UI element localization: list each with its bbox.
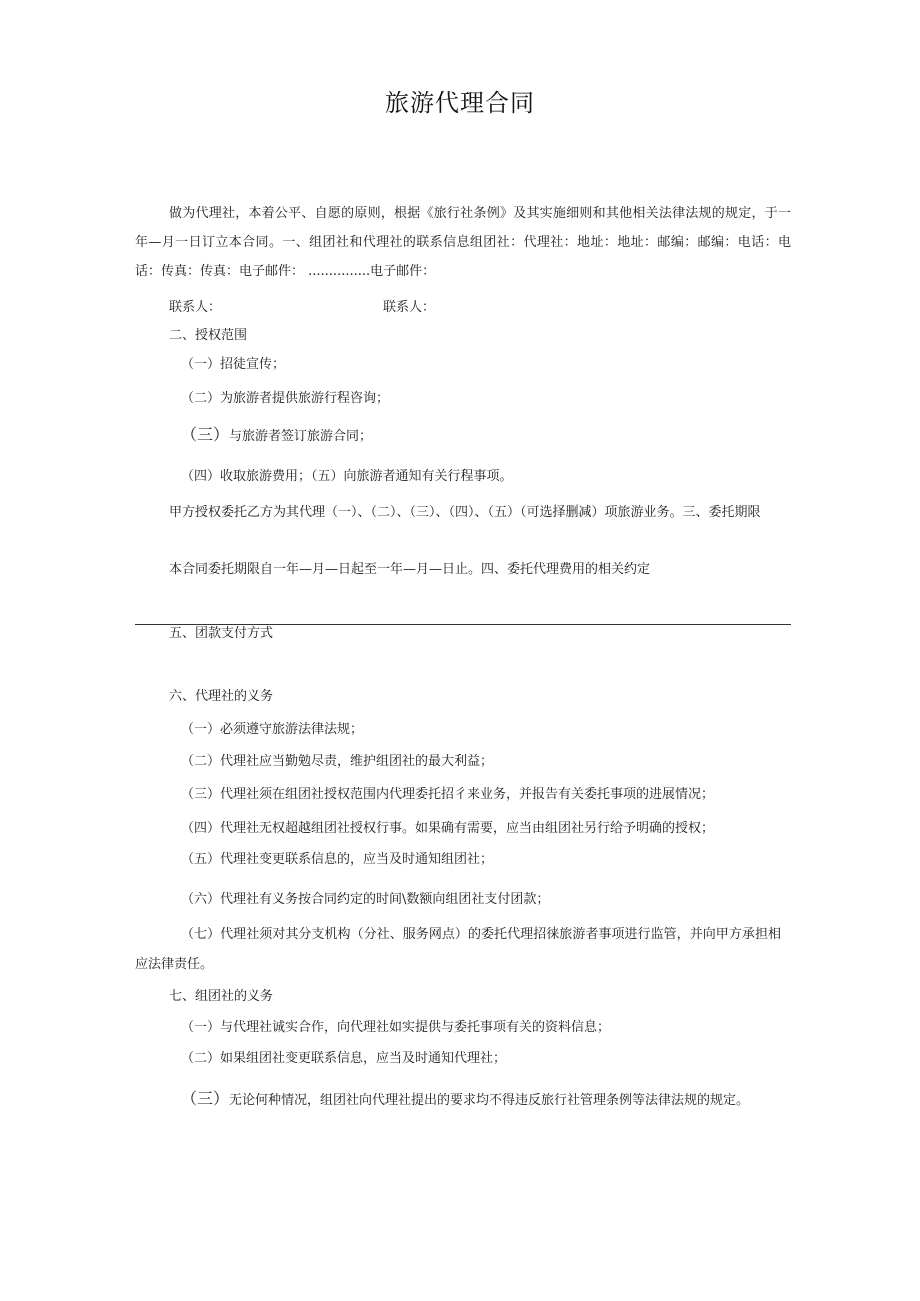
sec6-item-3: （三）代理社须在组团社授权范围内代理委托招彳来业务，并报告有关委托事项的进展情况； bbox=[181, 787, 715, 802]
sec6-heading: 六、代理社的义务 bbox=[169, 689, 274, 704]
sec7-item-2: （二）如果组团社变更联系信息，应当及时通知代理社； bbox=[181, 1051, 507, 1066]
sec7-item-1: （一）与代理社诚实合作，向代理社如实提供与委托事项有关的资料信息； bbox=[181, 1020, 611, 1035]
divider-line bbox=[135, 624, 791, 625]
sec5-heading: 五、团款支付方式 bbox=[169, 626, 274, 641]
intro-paragraph: 做为代理社，本着公平、自愿的原则，根据《旅行社条例》及其实施细则和其他相关法律法规的规定，于一年—月一日订立本合同。一、组团社和代理社的联系信息组团社：代理社：地址：地址：邮编：邮编：电话：电话：传真：传真：电子邮件： ...............电子邮件： bbox=[135, 206, 791, 279]
sec2-item-3-marker: （三） bbox=[181, 425, 230, 444]
contact-right-label: 联系人： bbox=[383, 300, 436, 315]
contact-left-label: 联系人： bbox=[169, 300, 222, 315]
sec2-item-1: （一）招徒宣传； bbox=[181, 357, 286, 372]
sec7-item-3 bbox=[135, 1083, 791, 1117]
sec7-item-3-marker: （三） bbox=[181, 1089, 230, 1108]
sec7-item-3-text: 无论何种情况，组团社向代理社提出的要求均不得违反旅行社管理条例等法律法规的规定。 bbox=[229, 1093, 750, 1108]
sec6-item-2: （二）代理社应当勤勉尽责，维护组团社的最大利益； bbox=[181, 754, 494, 769]
sec6-item-5: （五）代理社变更联系信息的，应当及时通知组团社； bbox=[181, 852, 494, 867]
sec2-item-3 bbox=[181, 427, 372, 445]
sec6-item-6: （六）代理社有义务按合同约定的时间\数额向组团社支付团款； bbox=[181, 892, 550, 907]
document-title: 旅游代理合同 bbox=[385, 89, 535, 117]
sec2-item-2: （二）为旅游者提供旅游行程咨询； bbox=[181, 391, 390, 406]
sec6-item-7: （七）代理社须对其分支机构（分社、服务网点）的委托代理招徕旅游者事项进行监管，并向甲方承担相应法律责任。 bbox=[135, 927, 781, 972]
term-paragraph: 本合同委托期限自一年—月—日起至一年—月—日止。四、委托代理费用的相关约定 bbox=[169, 562, 651, 577]
sec6-item-4: （四）代理社无权超越组团社授权行事。如果确有需要，应当由组团社另行给予明确的授权； bbox=[181, 821, 715, 836]
sec2-item-3-text: 与旅游者签订旅游合同； bbox=[229, 429, 373, 444]
sec7-heading: 七、组团社的义务 bbox=[169, 989, 274, 1004]
sec6-item-1: （一）必须遵守旅游法律法规； bbox=[181, 722, 364, 737]
sec2-heading: 二、授权范围 bbox=[169, 328, 248, 343]
sec2-item-4: （四）收取旅游费用；（五）向旅游者通知有关行程事项。 bbox=[181, 469, 513, 484]
authorization-paragraph: 甲方授权委托乙方为其代理（一）、（二）、（三）、（四）、（五）（可选择删减）项旅游业务。三、委托期限 bbox=[169, 505, 761, 520]
